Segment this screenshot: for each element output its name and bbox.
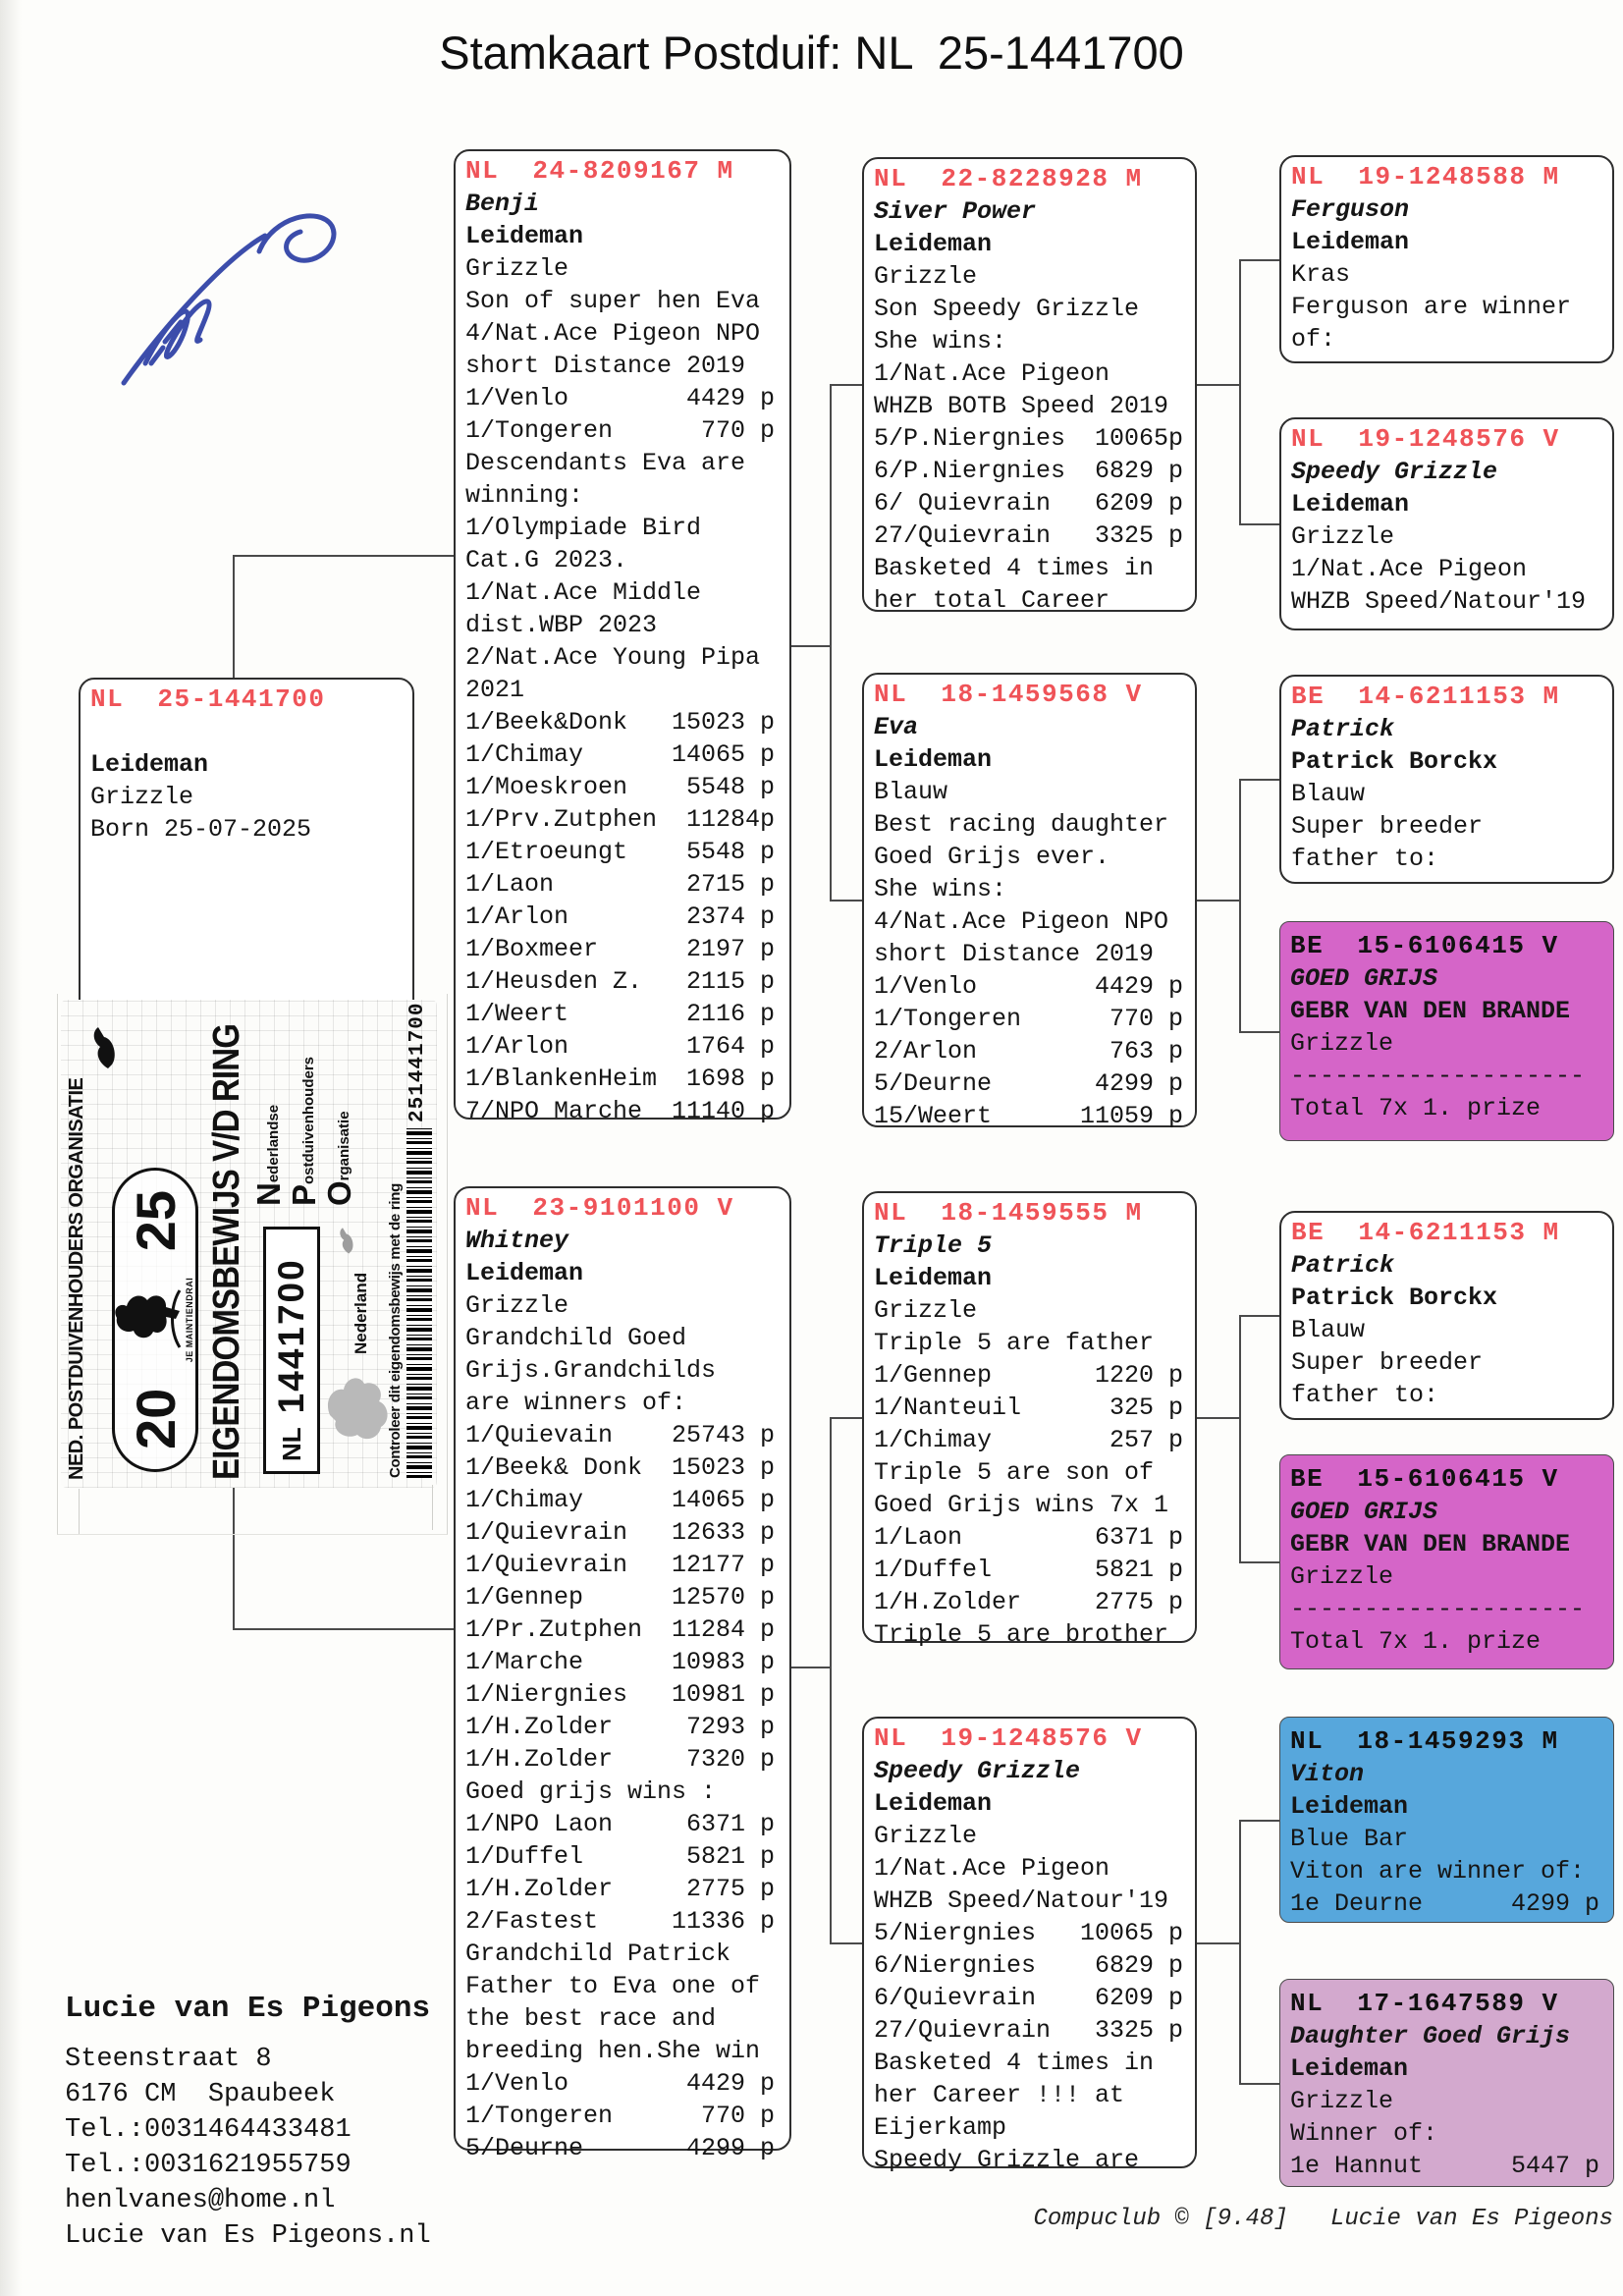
box-line: 1/H.Zolder 2775 p [874,1588,1184,1616]
box-line: 4/Nat.Ace Pigeon NPO [465,319,761,348]
box-line: 1/Moeskroen 5548 p [465,773,776,801]
box-line: 1/Heusden Z. 2115 p [465,967,776,996]
pedigree-box-goed-grijs-2 [1279,1454,1614,1669]
box-line: 2/Nat.Ace Young Pipa [465,643,761,672]
box-line: BE 15-6106415 V [1290,931,1559,960]
box-line: Triple 5 are brother [874,1620,1169,1649]
pigeon-icon [90,1025,122,1072]
pedigree-connector [830,384,832,900]
stamp-motto: JE MAINTIENDRAI [185,1277,194,1363]
box-line: her total Career [874,586,1110,615]
box-line: Leideman [874,1264,993,1292]
box-line: Leideman [874,1789,993,1818]
box-line: NL 18-1459555 M [874,1198,1143,1228]
box-line: dist.WBP 2023 [465,611,658,639]
box-line: 1/Nat.Ace Pigeon [874,359,1110,388]
box-line: Siver Power [874,197,1037,226]
box-line: Grandchild Patrick [465,1940,731,1968]
box-line: Leideman [874,230,993,258]
box-line: Grizzle [1290,2087,1394,2115]
box-line: Total 7x 1. prize [1290,1094,1542,1122]
box-line: 1/Duffel 5821 p [465,1842,776,1871]
box-line: 6/Quievrain 6209 p [874,1984,1184,2012]
box-line: her Career !!! at [874,2081,1125,2109]
npo-rest-n: ederlandse [265,1104,282,1183]
box-line: 5/Niergnies 10065 p [874,1919,1184,1947]
box-line: 27/Quievrain 3325 p [874,521,1184,550]
box-line: Descendants Eva are [465,449,746,477]
box-line: Triple 5 are father [874,1329,1155,1357]
box-line: -------------------- [1290,1595,1586,1623]
pedigree-box-triple5 [862,1191,1197,1649]
box-line: father to: [1291,845,1439,873]
pedigree-box-ferguson [1279,155,1614,363]
box-line: Leideman [90,750,209,779]
box-line: Grandchild Goed [465,1324,687,1352]
owner-line: 6176 CM Spaubeek [65,2080,336,2109]
box-line: 6/Niergnies 6829 p [874,1951,1184,1980]
pedigree-connector [830,1942,862,1944]
box-line: 1/Duffel 5821 p [874,1556,1184,1584]
box-line: Daughter Goed Grijs [1290,2022,1571,2050]
box-line: BE 14-6211153 M [1291,1218,1560,1247]
box-line: 1/H.Zolder 2775 p [465,1875,776,1903]
owner-line: Lucie van Es Pigeons.nl [65,2221,431,2251]
box-line: Triple 5 [874,1231,993,1260]
npo-rest-p: ostduivenhouders [300,1056,317,1184]
box-line: breeding hen.She win [465,2037,761,2065]
box-line: BE 15-6106415 V [1290,1464,1559,1494]
box-line: NL 25-1441700 [90,684,326,714]
box-line: Blauw [874,778,948,806]
box-line: 1/Quievrain 12633 p [465,1518,776,1547]
box-line: NL 19-1248576 V [874,1723,1143,1753]
stamp-title: EIGENDOMSBEWIJS V/D RING [206,1023,247,1480]
box-line: Viton are winner of: [1290,1857,1586,1886]
pedigree-box-speedy-grizzle [862,1717,1197,2174]
stamp-ring-number: 1441700 [271,1258,311,1414]
box-line: Whitney [465,1227,569,1255]
box-line: 1/H.Zolder 7320 p [465,1745,776,1774]
stamp-npo-line [250,1006,289,1206]
box-line: Total 7x 1. prize [1290,1627,1542,1656]
box-line: 1/Weert 2116 p [465,1000,776,1028]
box-line: 2/Arlon 763 p [874,1037,1184,1066]
pedigree-connector [1239,1820,1279,1822]
box-line: GEBR VAN DEN BRANDE [1290,997,1571,1025]
box-line: Grizzle [874,1822,978,1850]
box-line: 1/BlankenHeim 1698 p [465,1065,776,1093]
box-line: Viton [1290,1760,1365,1788]
pedigree-box-whitney [454,1186,791,2162]
box-line: Patrick [1291,1251,1395,1280]
box-line: Leideman [1290,1792,1409,1821]
box-line: 6/P.Niergnies 6829 p [874,457,1184,485]
npo-initial-n: N [250,1182,287,1206]
box-line: Best racing daughter [874,810,1169,839]
owner-name: Lucie van Es Pigeons [65,1992,431,2026]
box-line: 1/Chimay 257 p [874,1426,1184,1454]
box-line: NL 19-1248576 V [1291,424,1560,454]
box-line: 27/Quievrain 3325 p [874,2016,1184,2045]
box-line: 1/Marche 10983 p [465,1648,776,1676]
box-line: Grijs.Grandchilds [465,1356,717,1385]
pedigree-box-eva [862,673,1197,1130]
pedigree-connector [233,555,235,680]
box-line: NL 23-9101100 V [465,1193,734,1223]
pedigree-connector [791,1667,832,1668]
lion-crest-icon [111,1277,195,1361]
box-line: NL 24-8209167 M [465,156,734,186]
npo-initial-o: O [321,1180,357,1206]
box-line: Grizzle [465,254,569,283]
box-line: Benji [465,190,540,218]
stamp-org-text: NED. POSTDUIVENHOUDERS ORGANISATIE [66,1077,87,1480]
pedigree-box-benji [454,149,791,1125]
box-line: Winner of: [1290,2119,1438,2148]
box-line: Super breeder [1291,1348,1484,1377]
box-line: Patrick [1291,715,1395,743]
box-line: GOED GRIJS [1290,1498,1438,1526]
barcode-number: 251441700 [406,1002,429,1122]
box-line: 1/Tongeren 770 p [874,1005,1184,1033]
box-line: Eijerkamp [874,2113,1007,2142]
box-line: 5/P.Niergnies 10065p [874,424,1184,453]
box-line: Grizzle [1290,1562,1394,1591]
box-line: NL 17-1647589 V [1290,1989,1559,2018]
box-line: short Distance 2019 [874,940,1155,968]
box-line: 1/Boxmeer 2197 p [465,935,776,963]
box-line: 1/Nat.Ace Pigeon [1291,555,1528,583]
box-line: WHZB Speed/Natour'19 [1291,587,1587,616]
pedigree-connector [1239,2083,1279,2085]
box-line: Ferguson [1291,195,1410,224]
box-line: of: [1291,325,1336,354]
box-line: -------------------- [1290,1062,1586,1090]
box-line: 1e Deurne 4299 p [1290,1889,1600,1918]
box-line: 1/Chimay 14065 p [465,1486,776,1514]
box-line: 2021 [465,676,525,704]
stamp-npo-block [250,1006,359,1206]
box-line: Blauw [1291,780,1366,808]
owner-block [65,1992,431,2254]
box-line: 7/NPO Marche 11140 p [465,1097,776,1125]
box-line: NL 19-1248588 M [1291,162,1560,191]
pedigree-connector [1239,259,1241,523]
box-line: Son of super hen Eva [465,287,761,315]
box-line: the best race and [465,2004,717,2033]
stamp-year-right: 25 [124,1190,187,1252]
box-line: 1/Gennep 1220 p [874,1361,1184,1390]
box-line: Grizzle [874,1296,978,1325]
box-line: 2/Fastest 11336 p [465,1907,776,1936]
pigeon-icon [338,1227,357,1256]
box-line: NL 18-1459568 V [874,680,1143,709]
pedigree-box-speedy-grizzle-gp [1279,417,1614,630]
pedigree-connector [1197,1417,1239,1419]
box-line: 1/Tongeren 770 p [465,416,776,445]
box-line: Son Speedy Grizzle [874,295,1140,323]
owner-lines [65,2042,431,2254]
box-line: 1/Venlo 4429 p [874,972,1184,1001]
pedigree-connector [1197,1942,1239,1944]
pedigree-connector [1197,384,1239,386]
stamp-year-oval [112,1168,198,1472]
barcode [406,1128,432,1478]
box-line: Patrick Borckx [1291,747,1498,776]
pedigree-connector [1197,900,1239,902]
box-line: Patrick Borckx [1291,1284,1498,1312]
box-line: Speedy Grizzle [874,1757,1081,1785]
pedigree-connector [233,555,454,557]
pedigree-connector [1239,1820,1241,2083]
box-line: Kras [1291,260,1351,289]
pedigree-connector [830,384,862,386]
box-line: Blue Bar [1290,1825,1409,1853]
stamp-ring-country: NL [276,1427,306,1461]
box-line: Goed grijs wins : [465,1777,717,1806]
box-line: WHZB BOTB Speed 2019 [874,392,1169,420]
box-line: She wins: [874,327,1007,355]
box-line: 15/Weert 11059 p [874,1102,1184,1130]
pedigree-connector [1239,1561,1279,1563]
ownership-stamp [61,1000,437,1488]
pedigree-connector [1239,779,1279,781]
stamp-control-text: Controleer dit eigendomsbewijs met de ring [387,1183,404,1478]
box-line: 1/Laon 6371 p [874,1523,1184,1552]
pedigree-connector [830,1417,832,1942]
pedigree-connector [791,645,832,647]
box-line: winning: [465,481,584,510]
box-line: 1/Prv.Zutphen 11284p [465,805,776,834]
owner-line: Steenstraat 8 [65,2045,272,2074]
box-line: Father to Eva one of [465,1972,761,2000]
box-line: Grizzle [90,783,194,811]
pedigree-connector [1239,523,1279,525]
box-line: Grizzle [874,262,978,291]
box-line: Cat.G 2023. [465,546,628,574]
box-line: Goed Grijs wins 7x 1 [874,1491,1169,1519]
stamp-year-left: 20 [124,1388,187,1449]
pedigree-connector [1239,1031,1279,1033]
box-line: Blauw [1291,1316,1366,1344]
box-line: Born 25-07-2025 [90,815,312,844]
box-line: Leideman [1291,490,1410,519]
box-line: 1/Nat.Ace Middle [465,578,702,607]
stamp-npo-line [286,1006,324,1206]
box-line: 1/Quievrain 12177 p [465,1551,776,1579]
npo-rest-o: rganisatie [336,1111,352,1181]
ownership-stamp-face [61,1000,437,1488]
signature [110,194,365,391]
owner-line: henlvanes@home.nl [65,2186,336,2215]
box-line: Leideman [465,222,584,250]
pedigree-box-goed-grijs-1 [1279,921,1614,1141]
box-line: 1/Chimay 14065 p [465,740,776,769]
box-line: are winners of: [465,1389,687,1417]
box-line: 1/Beek& Donk 15023 p [465,1453,776,1482]
box-line: NL 22-8228928 M [874,164,1143,193]
box-line: 4/Nat.Ace Pigeon NPO [874,907,1169,936]
pedigree-connector [233,1628,454,1630]
box-line: Leideman [1291,228,1410,256]
box-line: WHZB Speed/Natour'19 [874,1886,1169,1915]
box-line: Basketed 4 times in [874,2049,1155,2077]
box-line: 1/Arlon 1764 p [465,1032,776,1061]
box-line: 1/Nanteuil 325 p [874,1394,1184,1422]
crop-mark [79,1489,80,1534]
box-line: 1/Beek&Donk 15023 p [465,708,776,737]
box-line: Grizzle [1290,1029,1394,1058]
pedigree-connector [1239,1315,1241,1561]
box-line: 1/Tongeren 770 p [465,2102,776,2130]
box-line: Grizzle [465,1291,569,1320]
pedigree-box-siver-power [862,157,1197,615]
box-line: Basketed 4 times in [874,554,1155,582]
box-line: 1e Hannut 5447 p [1290,2152,1600,2180]
box-line: short Distance 2019 [465,352,746,380]
box-line: father to: [1291,1381,1439,1409]
box-line: 1/Etroeungt 5548 p [465,838,776,866]
footer-credit: Compuclub © [9.48] Lucie van Es Pigeons [1033,2206,1613,2232]
box-line: Leideman [874,745,993,774]
crop-mark [432,1485,433,1530]
box-line: Speedy Grizzle [1291,458,1498,486]
pedigree-connector [1239,779,1241,1031]
pedigree-box-viton [1279,1717,1614,1923]
box-line: 1/Pr.Zutphen 11284 p [465,1615,776,1644]
box-line: 1/NPO Laon 6371 p [465,1810,776,1838]
box-line: Grizzle [1291,522,1395,551]
box-line: Speedy Grizzle are [874,2146,1140,2174]
box-line: 5/Deurne 4299 p [874,1069,1184,1098]
box-line: 1/Olympiade Bird [465,514,702,542]
box-line: Eva [874,713,919,741]
box-line: 6/ Quievrain 6209 p [874,489,1184,518]
stamp-nederland-label: Nederland [352,1272,370,1354]
pedigree-connector [1239,259,1279,261]
stamp-ring-box [263,1227,320,1474]
pedigree-connector [830,1417,862,1419]
box-line: 1/H.Zolder 7293 p [465,1713,776,1741]
box-line: Leideman [1290,2054,1409,2083]
box-line: 1/Venlo 4429 p [465,2069,776,2098]
box-line: Ferguson are winner [1291,293,1572,321]
box-line: NL 18-1459293 M [1290,1726,1559,1756]
box-line: Triple 5 are son of [874,1458,1155,1487]
owner-line: Tel.:0031464433481 [65,2115,352,2145]
stamp-npo-line [321,1006,359,1206]
box-line: 1/Venlo 4429 p [465,384,776,412]
pedigree-box-daughter-goed-grijs [1279,1979,1614,2187]
box-line: 1/Nat.Ace Pigeon [874,1854,1110,1883]
box-line: 1/Laon 2715 p [465,870,776,899]
pedigree-box-patrick-2 [1279,1211,1614,1420]
box-line: 1/Gennep 12570 p [465,1583,776,1612]
box-line: Goed Grijs ever. [874,843,1110,871]
box-line: BE 14-6211153 M [1291,682,1560,711]
pedigree-connector [1239,1315,1279,1317]
box-line: Leideman [465,1259,584,1287]
box-line: 1/Niergnies 10981 p [465,1680,776,1709]
pedigree-connector [830,900,862,902]
box-line: 1/Quievain 25743 p [465,1421,776,1449]
box-line: GEBR VAN DEN BRANDE [1290,1530,1571,1558]
owner-line: Tel.:0031621955759 [65,2151,352,2180]
box-line: 1/Arlon 2374 p [465,902,776,931]
box-line: GOED GRIJS [1290,964,1438,993]
pedigree-box-patrick-1 [1279,675,1614,884]
box-line: 5/Deurne 4299 p [465,2134,776,2162]
box-line: She wins: [874,875,1007,903]
box-line: Super breeder [1291,812,1484,841]
box-line [90,716,403,748]
page-title: Stamkaart Postduif: NL 25-1441700 [439,27,1184,79]
npo-initial-p: P [286,1183,322,1206]
